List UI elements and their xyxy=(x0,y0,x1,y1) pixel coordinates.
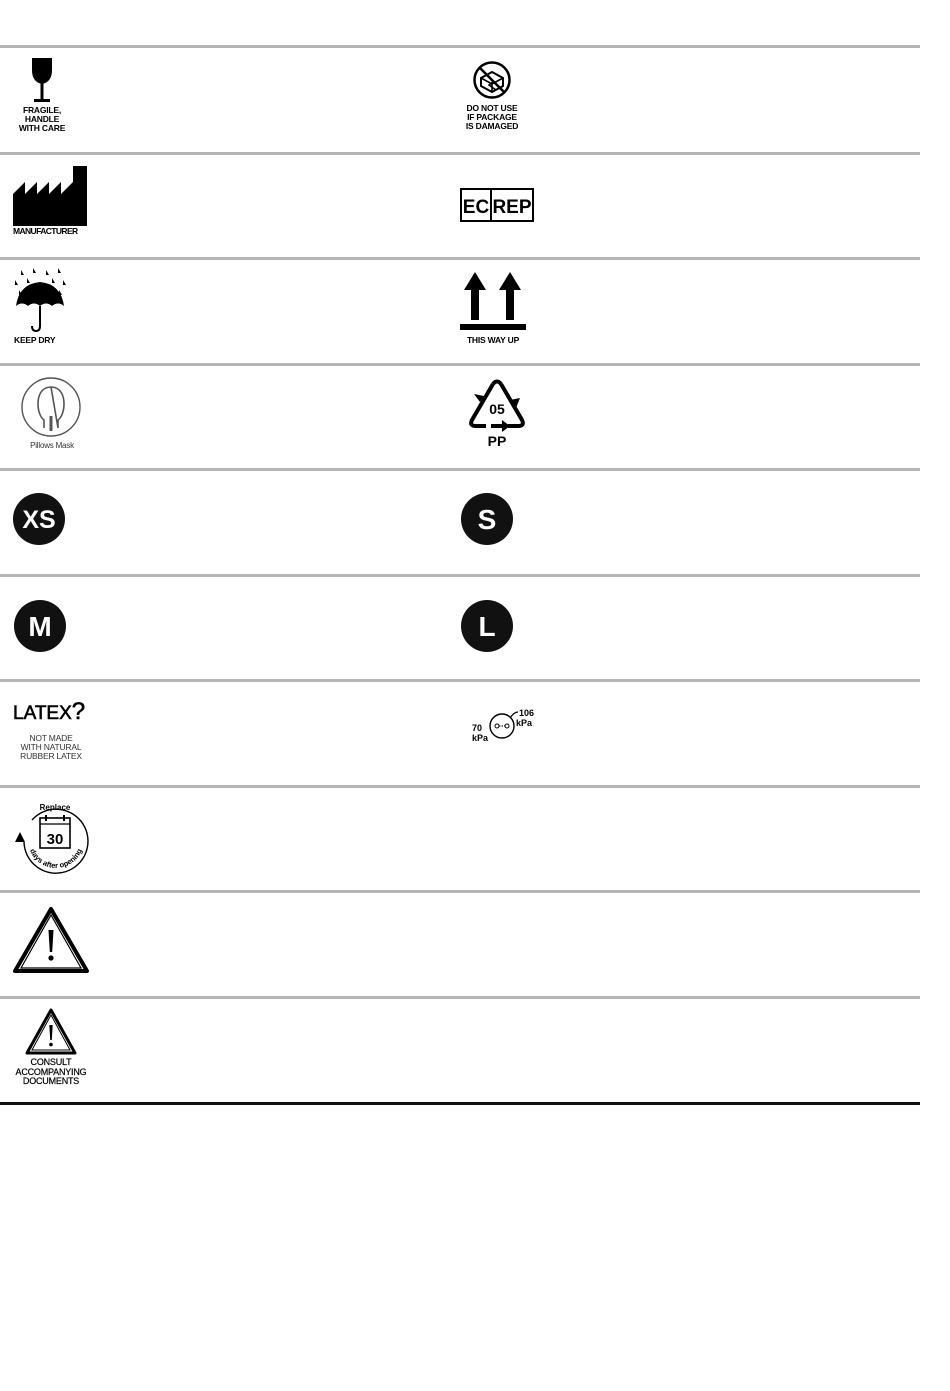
table-divider xyxy=(0,890,920,893)
damaged-package-icon xyxy=(472,60,512,100)
pressure-limit-icon xyxy=(470,704,542,746)
table-bottom-border xyxy=(0,1102,920,1105)
size-badge-icon xyxy=(460,599,514,653)
ec-rep-icon xyxy=(460,188,534,222)
size-m-text: M xyxy=(28,611,52,642)
keep-dry-label: KEEP DRY xyxy=(14,335,56,345)
table-divider xyxy=(0,363,920,366)
recycle-icon xyxy=(466,378,528,450)
size-l-text: L xyxy=(478,611,496,642)
consult-documents-label: CONSULT ACCOMPANYING DOCUMENTS xyxy=(15,1057,87,1086)
fragile-label: FRAGILE, HANDLE WITH CARE xyxy=(18,105,66,133)
recycle-code: 05 xyxy=(489,401,505,417)
manufacturer-label: MANUFACTURER xyxy=(13,226,78,236)
umbrella-icon xyxy=(13,268,67,334)
pressure-low: 70 xyxy=(472,723,483,733)
table-divider xyxy=(0,45,920,48)
size-s-text: S xyxy=(477,504,497,535)
table-divider xyxy=(0,468,920,471)
pressure-low-unit: kPa xyxy=(472,733,489,743)
factory-icon xyxy=(13,166,88,226)
pillows-mask-icon xyxy=(20,376,82,438)
up-arrows-icon xyxy=(460,270,526,334)
size-badge-icon xyxy=(13,599,67,653)
replace-calendar-icon xyxy=(12,798,92,874)
warning-triangle-icon xyxy=(13,906,89,974)
size-badge-icon xyxy=(12,492,66,546)
this-way-up-label: THIS WAY UP xyxy=(466,335,520,345)
do-not-use-label: DO NOT USE IF PACKAGE IS DAMAGED xyxy=(465,103,519,131)
table-divider xyxy=(0,679,920,682)
replace-days: 30 xyxy=(46,831,64,848)
wine-glass-icon xyxy=(28,58,56,106)
table-divider xyxy=(0,152,920,155)
replace-top-text: Replace xyxy=(39,803,71,812)
pressure-high-unit: kPa xyxy=(516,718,533,728)
rep-text: REP xyxy=(492,197,532,218)
table-divider xyxy=(0,996,920,999)
latex-icon: LATEX? xyxy=(13,698,86,725)
table-divider xyxy=(0,574,920,577)
size-xs-text: XS xyxy=(22,506,56,534)
pillows-mask-label: Pillows Mask xyxy=(30,441,74,450)
replace-bottom-text: days after opening xyxy=(28,847,84,871)
size-badge-icon xyxy=(460,492,514,546)
latex-label: NOT MADE WITH NATURAL RUBBER LATEX xyxy=(20,733,82,761)
pressure-high: 106 xyxy=(519,708,535,718)
table-divider xyxy=(0,257,920,260)
table-divider xyxy=(0,785,920,788)
warning-triangle-icon xyxy=(25,1008,77,1056)
recycle-material: PP xyxy=(487,433,507,449)
ec-text: EC xyxy=(462,197,490,218)
